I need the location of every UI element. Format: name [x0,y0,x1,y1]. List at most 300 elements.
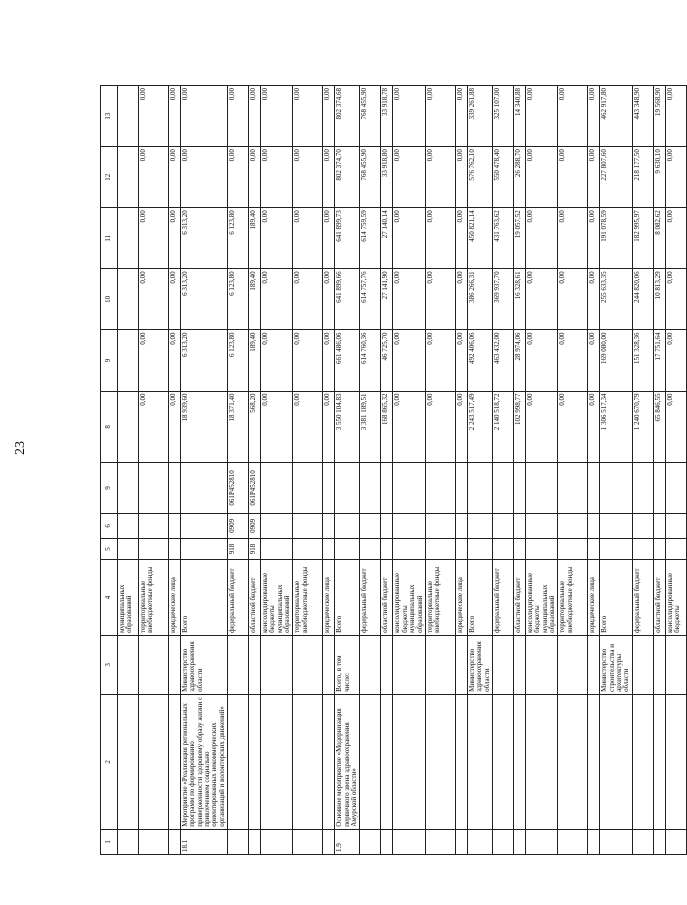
table-cell: 27 140,14 [381,208,393,269]
table-cell [632,694,653,829]
table-cell: 768 455,90 [360,147,381,208]
table-cell: 0,00 [665,208,686,269]
table-cell [455,513,467,538]
table-cell: 0,00 [323,269,335,330]
table-cell [293,463,323,514]
table-cell [653,513,665,538]
table-cell [261,513,293,538]
table-cell: 0,00 [525,86,557,147]
table-cell [181,463,228,514]
table-cell [455,539,467,560]
table-cell: 255 633,35 [600,269,632,330]
table-cell: территориальные внебюджетные фонды [139,560,169,636]
table-cell: консолидированные бюджеты муниципальных образований [393,560,425,636]
table-cell: юридические лица [169,560,181,636]
table-cell: 0,00 [323,330,335,391]
table-cell: Министерство здравоохранения области [467,635,492,694]
table-cell: 33 918,78 [381,86,393,147]
table-cell: 6 123,80 [228,330,249,391]
table-cell: 0,00 [169,147,181,208]
table-cell: 386 266,31 [467,269,492,330]
table-cell: 0,00 [249,86,261,147]
table-cell: 0,00 [261,208,293,269]
table-cell: Всего, в том числе: [335,635,360,694]
table-cell: 16 328,61 [513,269,525,330]
table-cell [118,147,139,208]
table-cell: 0,00 [455,208,467,269]
table-cell: 0,00 [558,391,588,463]
table-cell [455,694,467,829]
table-cell: 0,00 [139,391,169,463]
table-cell: 661 486,06 [335,330,360,391]
table-cell: 8 082,62 [653,208,665,269]
table-cell [632,463,653,514]
table-cell [323,694,335,829]
table-cell: федеральный бюджет [632,560,653,636]
table-cell [492,635,513,694]
table-row [467,86,492,855]
table-cell: 33 918,80 [381,147,393,208]
table-cell [393,635,425,694]
table-cell: 0,00 [261,269,293,330]
table-row [249,86,261,855]
table-row [181,86,228,855]
table-row [335,86,360,855]
table-cell: 0,00 [558,147,588,208]
table-cell: 0,00 [525,147,557,208]
table-cell: 0,00 [393,330,425,391]
table-cell [360,539,381,560]
table-cell [293,635,323,694]
table-cell: 189,40 [249,269,261,330]
table-cell: 0,00 [455,391,467,463]
table-cell: 0,00 [455,147,467,208]
table-cell: 0,00 [228,86,249,147]
table-cell [381,539,393,560]
table-cell: Министерство здравоохранения области [181,635,228,694]
table-cell [558,694,588,829]
table-cell [381,829,393,854]
table-cell: Всего [467,560,492,636]
column-header: 1 [101,829,118,854]
table-cell [653,694,665,829]
table-cell: 0,00 [393,147,425,208]
table-cell: 061P452810 [228,463,249,514]
table-cell: территориальные внебюджетные фонды [425,560,455,636]
table-cell [492,463,513,514]
table-cell [293,539,323,560]
table-cell: 18 939,60 [181,391,228,463]
table-cell: 9 630,10 [653,147,665,208]
table-cell [588,829,600,854]
table-cell [632,635,653,694]
table-cell: 151 328,36 [632,330,653,391]
table-cell [323,539,335,560]
table-cell: 3 550 104,83 [335,391,360,463]
table-cell [600,694,632,829]
table-cell: 431 763,62 [492,208,513,269]
table-row [293,86,323,855]
table-cell [600,463,632,514]
table-cell: 10 813,29 [653,269,665,330]
table-cell: 0,00 [393,269,425,330]
table-cell [169,635,181,694]
table-cell [249,694,261,829]
table-row [139,86,169,855]
table-cell [588,539,600,560]
table-cell [323,463,335,514]
budget-table [100,85,687,855]
column-header: 8 [101,391,118,463]
table-cell [513,463,525,514]
table-cell [600,513,632,538]
table-cell [335,463,360,514]
table-cell: 218 177,50 [632,147,653,208]
table-row [360,86,381,855]
table-cell: 26 288,70 [513,147,525,208]
table-cell [425,829,455,854]
table-cell [425,539,455,560]
table-cell [261,463,293,514]
table-row [665,86,686,855]
table-cell [228,694,249,829]
table-cell: 641 899,66 [335,269,360,330]
table-cell [558,539,588,560]
table-cell [181,513,228,538]
table-cell [588,463,600,514]
table-cell [665,463,686,514]
table-cell [118,539,139,560]
table-cell [600,539,632,560]
table-cell: 169 080,00 [600,330,632,391]
table-cell: 0,00 [425,147,455,208]
table-cell [169,539,181,560]
table-cell [525,463,557,514]
table-cell [139,635,169,694]
table-cell: 918 [249,539,261,560]
table-cell [335,539,360,560]
column-header: 6 [101,513,118,538]
table-cell: 918 [228,539,249,560]
table-cell [139,829,169,854]
table-cell: 0,00 [261,147,293,208]
table-cell: 0,00 [588,391,600,463]
table-cell: 19 568,90 [653,86,665,147]
table-cell: 0,00 [169,269,181,330]
table-cell: 0,00 [665,147,686,208]
table-cell: Мероприятие «Реализация региональных программ по формированию приверженности здоровому образу жизни с привлечением социально ориентированных некоммерческих организаций и волонтерских движений» [181,694,228,829]
table-cell: 0,00 [665,86,686,147]
table-cell [558,829,588,854]
table-cell: 450 821,14 [467,208,492,269]
table-cell: 0,00 [181,147,228,208]
table-cell: областной бюджет [381,560,393,636]
table-cell: 18 371,40 [228,391,249,463]
table-cell: 0,00 [525,391,557,463]
table-cell: 19 057,52 [513,208,525,269]
table-cell: 0,00 [293,269,323,330]
table-cell: 0,00 [139,86,169,147]
table-cell [181,539,228,560]
table-cell: Всего [335,560,360,636]
table-cell: 0,00 [249,147,261,208]
table-cell [558,635,588,694]
table-cell: 369 937,70 [492,269,513,330]
table-cell: консолидированные бюджеты [665,560,686,636]
table-cell [261,829,293,854]
table-row [632,86,653,855]
table-cell [513,635,525,694]
table-cell [249,829,261,854]
table-cell: 27 141,90 [381,269,393,330]
table-cell: 0,00 [665,391,686,463]
table-cell: 0,00 [425,330,455,391]
table-cell: 3 381 189,51 [360,391,381,463]
table-cell [381,513,393,538]
table-cell [118,635,139,694]
table-cell [261,635,293,694]
table-cell: 463 432,00 [492,330,513,391]
table-cell: 0,00 [323,86,335,147]
table-cell: 0,00 [139,330,169,391]
table-cell: 18.1 [181,829,228,854]
table-cell [360,463,381,514]
table-cell: 0909 [228,513,249,538]
table-cell: 802 374,70 [335,147,360,208]
table-cell [118,208,139,269]
table-cell: 65 846,55 [653,391,665,463]
table-cell [665,539,686,560]
table-cell: 1 240 670,79 [632,391,653,463]
table-cell [293,513,323,538]
table-cell [139,513,169,538]
table-cell [393,539,425,560]
table-cell: 6 123,80 [228,208,249,269]
table-row [588,86,600,855]
table-cell: 614 757,76 [360,269,381,330]
table-row [600,86,632,855]
table-cell: 0,00 [393,208,425,269]
table-cell: 443 348,90 [632,86,653,147]
table-cell [293,829,323,854]
table-cell [513,694,525,829]
table-cell: 0,00 [293,330,323,391]
table-row [558,86,588,855]
column-header: 10 [101,269,118,330]
table-cell: 0,00 [169,330,181,391]
table-cell: 614 760,36 [360,330,381,391]
table-cell: 0,00 [665,269,686,330]
table-cell: 0,00 [181,86,228,147]
table-cell: 0909 [249,513,261,538]
table-cell: 6 313,20 [181,208,228,269]
table-row [513,86,525,855]
table-cell [653,539,665,560]
table-cell: федеральный бюджет [492,560,513,636]
column-header: 9 [101,330,118,391]
table-cell [118,694,139,829]
table-cell: 0,00 [293,391,323,463]
table-cell [118,463,139,514]
table-cell: 0,00 [558,269,588,330]
table-cell: 0,00 [425,269,455,330]
table-cell [525,513,557,538]
table-cell: 0,00 [293,147,323,208]
table-cell [228,829,249,854]
table-cell: 1.9 [335,829,360,854]
table-cell: 0,00 [665,330,686,391]
table-cell [323,513,335,538]
table-cell: 6 123,80 [228,269,249,330]
table-cell [323,635,335,694]
table-cell [665,694,686,829]
table-cell: 492 406,06 [467,330,492,391]
table-cell [492,513,513,538]
table-row [455,86,467,855]
table-cell: 0,00 [455,86,467,147]
table-cell: федеральный бюджет [360,560,381,636]
table-cell [492,539,513,560]
table-cell: 0,00 [425,391,455,463]
table-cell: 0,00 [169,391,181,463]
table-cell: 768 455,90 [360,86,381,147]
table-cell: 0,00 [588,269,600,330]
table-cell [360,829,381,854]
table-cell [139,694,169,829]
table-cell: 0,00 [455,269,467,330]
table-cell: Всего [600,560,632,636]
column-header: 4 [101,560,118,636]
table-cell [492,694,513,829]
table-cell: 189,40 [249,208,261,269]
table-cell [525,539,557,560]
table-cell: 339 261,88 [467,86,492,147]
table-cell [467,539,492,560]
table-cell: 2 140 518,72 [492,391,513,463]
table-cell: 0,00 [139,269,169,330]
column-header: 11 [101,208,118,269]
table-cell [293,694,323,829]
table-cell: 325 107,00 [492,86,513,147]
table-cell: 28 974,06 [513,330,525,391]
table-cell [467,829,492,854]
table-cell [653,635,665,694]
table-cell: территориальные внебюджетные фонды [293,560,323,636]
table-cell: федеральный бюджет [228,560,249,636]
table-cell [360,635,381,694]
table-cell: 802 374,68 [335,86,360,147]
table-cell [513,513,525,538]
table-cell [261,694,293,829]
table-body [118,86,687,855]
table-cell [169,694,181,829]
table-cell: 0,00 [393,391,425,463]
table-cell: Основное мероприятие «Модернизация первичного звена здравоохранения Амурской области» [335,694,360,829]
table-cell [588,694,600,829]
table-cell: 227 807,60 [600,147,632,208]
table-cell: 14 340,88 [513,86,525,147]
table-row [228,86,249,855]
table-cell: 0,00 [169,208,181,269]
table-cell: 6 313,20 [181,330,228,391]
table-cell [467,463,492,514]
table-cell [455,829,467,854]
table-cell: 550 478,40 [492,147,513,208]
table-cell: 0,00 [525,269,557,330]
table-cell: 641 899,73 [335,208,360,269]
table-cell: 102 998,77 [513,391,525,463]
table-cell: 576 762,10 [467,147,492,208]
table-cell [249,635,261,694]
page-number: 23 [13,441,28,455]
table-cell [588,635,600,694]
table-cell: консолидированные бюджеты муниципальных образований [261,560,293,636]
table-cell: 0,00 [139,208,169,269]
table-cell: 0,00 [323,208,335,269]
table-cell: 0,00 [525,208,557,269]
table-cell [492,829,513,854]
table-cell: 0,00 [293,208,323,269]
table-cell [323,829,335,854]
table-cell: 0,00 [588,147,600,208]
table-cell [118,829,139,854]
table-cell [360,513,381,538]
table-cell [653,463,665,514]
table-cell: 244 820,06 [632,269,653,330]
table-cell [393,829,425,854]
table-cell [381,694,393,829]
table-row [381,86,393,855]
table-cell: 0,00 [425,86,455,147]
table-cell [425,635,455,694]
table-cell [467,694,492,829]
table-cell: 0,00 [261,330,293,391]
table-cell [261,539,293,560]
table-cell [118,86,139,147]
table-cell [381,635,393,694]
table-cell: 0,00 [455,330,467,391]
table-cell [558,513,588,538]
table-cell: областной бюджет [513,560,525,636]
table-cell: 46 725,70 [381,330,393,391]
table-cell: 0,00 [261,391,293,463]
table-sheet [100,85,681,855]
table-cell [381,463,393,514]
table-cell [139,539,169,560]
table-cell [525,694,557,829]
table-cell: 1 306 517,34 [600,391,632,463]
table-row [492,86,513,855]
table-cell: 0,00 [558,86,588,147]
table-cell [665,635,686,694]
table-cell: 0,00 [425,208,455,269]
table-cell [632,513,653,538]
table-cell: 0,00 [558,208,588,269]
table-cell [118,269,139,330]
table-cell: 6 313,20 [181,269,228,330]
table-cell: 189,40 [249,330,261,391]
table-cell [118,391,139,463]
table-cell: 0,00 [588,208,600,269]
column-header: 9 [101,463,118,514]
table-row [169,86,181,855]
table-cell: 0,00 [588,86,600,147]
table-cell [513,829,525,854]
table-cell: 191 078,59 [600,208,632,269]
table-cell: областной бюджет [653,560,665,636]
table-cell [665,829,686,854]
column-header: 13 [101,86,118,147]
